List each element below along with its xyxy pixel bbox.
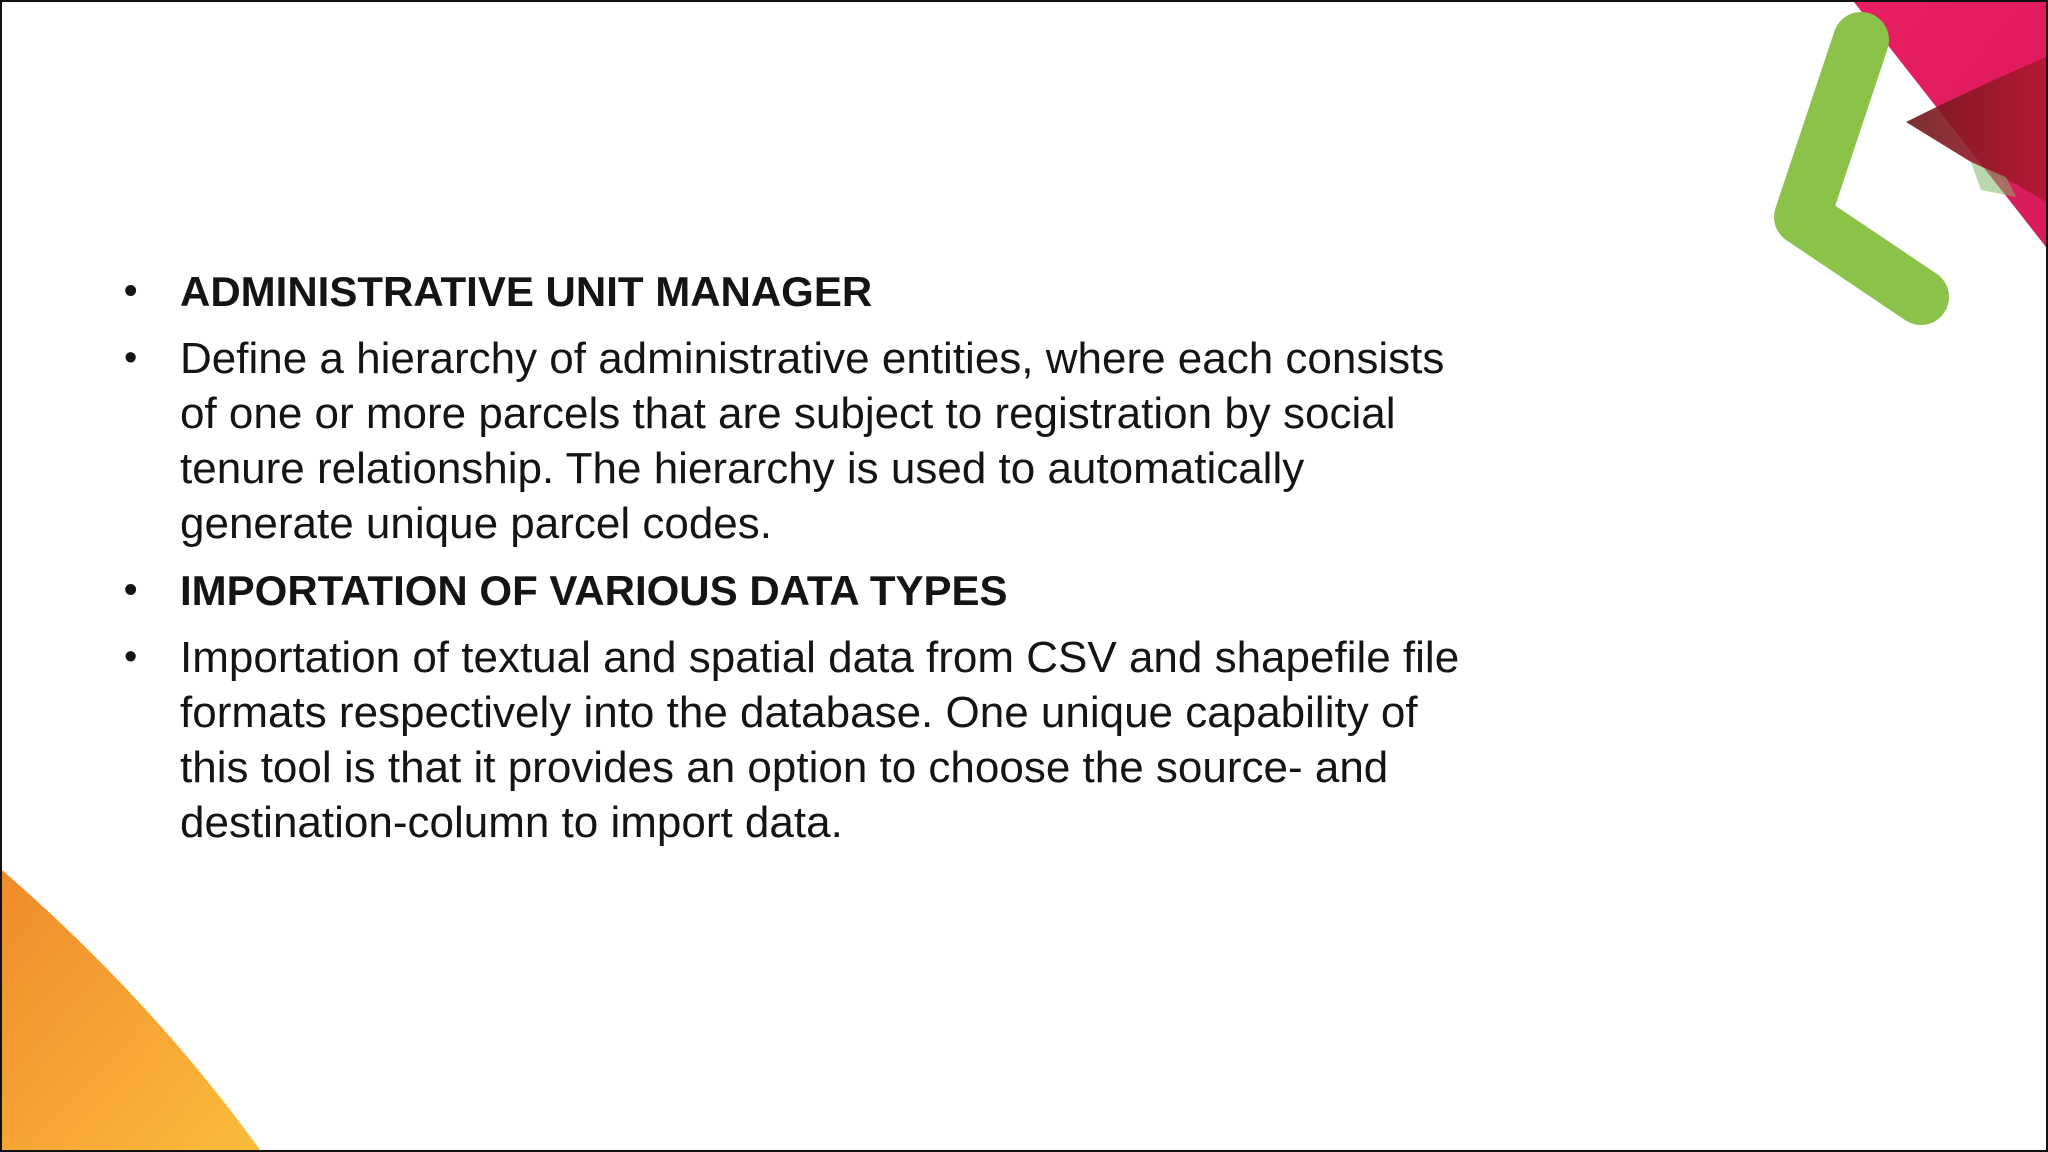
bullet-heading-importation [120, 563, 1480, 618]
bullet-marker: • [124, 270, 138, 312]
bullet-marker: • [124, 337, 138, 379]
bullet-text: IMPORTATION OF VARIOUS DATA TYPES [180, 567, 1008, 614]
bullet-marker: • [124, 569, 138, 611]
bullet-text: Define a hierarchy of administrative entities, where each consists of one or more parcels that are subject to registration by social tenure relationship. The hierarchy is used to automatically generate unique parcel codes. [180, 334, 1445, 548]
bullet-heading-admin-unit [120, 264, 1480, 319]
bullet-marker: • [124, 636, 138, 678]
bullet-text: ADMINISTRATIVE UNIT MANAGER [180, 268, 873, 315]
bullet-body-importation [120, 630, 1480, 850]
bullet-text: Importation of textual and spatial data from CSV and shapefile file formats respectively into the database. One unique capability of this tool is that it provides an option to choose the source- and destination-column to import data. [180, 633, 1460, 847]
bullet-body-admin-unit [120, 331, 1480, 551]
corner-wedge-shape [2, 870, 272, 1150]
arrow-icon [1766, 2, 2046, 342]
bullet-list [120, 264, 1480, 850]
slide-content [120, 264, 1480, 862]
